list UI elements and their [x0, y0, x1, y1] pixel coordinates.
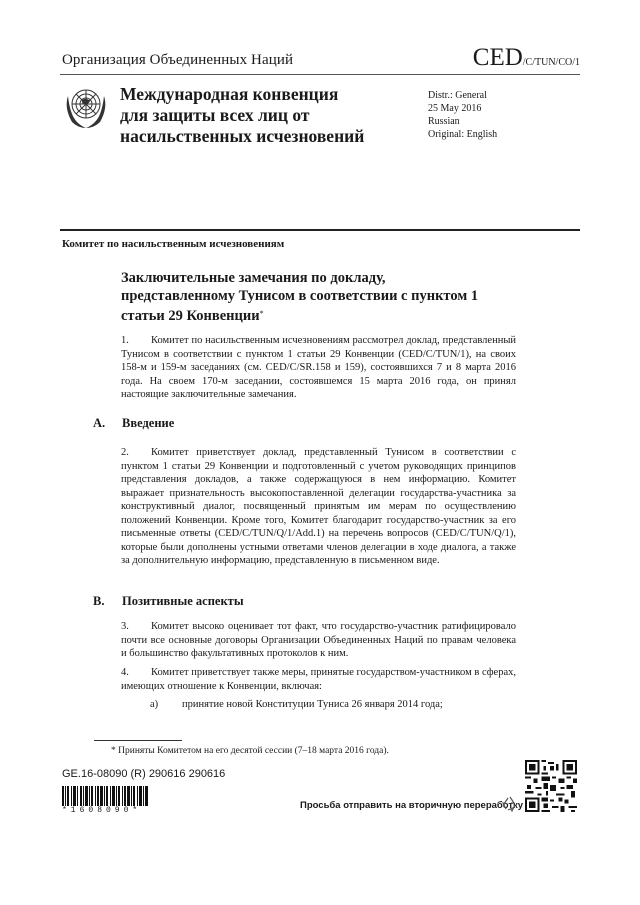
convention-title-line: для защиты всех лиц от — [120, 105, 310, 125]
convention-title-line: Международная конвенция — [120, 84, 339, 104]
symbol-main: CED — [472, 44, 523, 71]
qr-code-icon — [525, 760, 577, 812]
paragraph-text: Комитет по насильственным исчезновениям рассмотрел доклад, представленный Тунисом в соответствии с пунктом 1 статьи 29 Конвенции (CED/C/TUN/1), на своих 158-м и 159-м заседаниях (см. CED/C/SR.158 и 159), состоявшихся 7 и 8 марта 2016 года. На своем 170-м заседании, состоявшемся 15 марта 2016 года, он принял настоящие заключительные замечания. — [121, 335, 516, 400]
subitem-label: a) — [150, 699, 159, 710]
paragraph-number: 3. — [121, 621, 129, 632]
distr-original: Original: English — [428, 129, 498, 140]
paragraph-4 — [121, 666, 516, 693]
distr-date: 25 May 2016 — [428, 103, 482, 114]
un-emblem-icon — [62, 82, 110, 130]
document-title — [121, 270, 478, 326]
barcode-text: *1608090* — [62, 806, 142, 815]
paragraph-1 — [121, 334, 516, 402]
job-number: GE.16-08090 (R) 290616 290616 — [62, 768, 226, 780]
organization-name: Организация Объединенных Наций — [62, 52, 294, 68]
distr-general: Distr.: General — [428, 90, 487, 101]
footnote-marker[interactable]: * — [259, 309, 264, 318]
section-heading-a — [93, 416, 174, 431]
paragraph-number: 4. — [121, 667, 129, 678]
convention-title — [120, 84, 364, 147]
document-symbol — [473, 44, 580, 72]
footnote: * Приняты Комитетом на его десятой сессии (7–18 марта 2016 года). — [111, 746, 389, 756]
paragraph-text: Комитет приветствует доклад, представленный Тунисом в соответствии с пунктом 1 статьи 29 Конвенции и подготовленный с учетом руководящих принципов представления докладов, а также содержащуюся в нем информацию. Комитет выражает признательность высокопоставленной делегации государства-участника за конструктивный диалог, посвященный принятым им мерам по осуществлению положений Конвенции. Кроме того, Комитет благодарит государство-участник за его письменные ответы (CED/C/TUN/Q/1/Add.1) на перечень вопросов (CED/C/TUN/Q/1), которые были дополнены устными ответами членов делегации в ходе диалога, а также за дополнительную информацию, представленную в письменном виде. — [121, 447, 516, 566]
paragraph-number: 1. — [121, 335, 129, 346]
section-title: Позитивные аспекты — [122, 594, 244, 608]
footnote-rule — [94, 740, 182, 741]
recycle-text: Просьба отправить на вторичную переработку — [300, 800, 524, 811]
title-line: представленному Тунисом в соответствии с пунктом 1 — [121, 287, 479, 304]
committee-rule — [60, 229, 580, 231]
header-rule — [60, 74, 580, 75]
subitem-a — [150, 699, 443, 710]
distribution-block — [428, 89, 497, 141]
paragraph-text: Комитет приветствует также меры, принятые государством-участником в сферах, имеющих отношение к Конвенции, включая: — [121, 667, 516, 692]
paragraph-3 — [121, 620, 516, 661]
recycle-icon — [500, 794, 520, 814]
section-title: Введение — [122, 416, 175, 430]
paragraph-text: Комитет высоко оценивает тот факт, что государство-участник ратифицировало почти все основные договоры Организации Объединенных Наций по правам человека и большинство факультативных протоколов к ним. — [121, 621, 516, 659]
symbol-suffix: /C/TUN/CO/1 — [522, 57, 580, 68]
title-line: Заключительные замечания по докладу, — [121, 270, 386, 286]
distr-language: Russian — [428, 116, 460, 127]
paragraph-number: 2. — [121, 447, 129, 458]
section-letter: B. — [93, 594, 105, 608]
paragraph-2 — [121, 446, 516, 568]
title-line: статьи 29 Конвенции — [121, 308, 260, 324]
barcode-icon — [62, 786, 148, 806]
section-heading-b — [93, 594, 244, 609]
convention-title-line: насильственных исчезновений — [120, 126, 365, 146]
committee-name: Комитет по насильственным исчезновениям — [62, 238, 285, 250]
section-letter: A. — [93, 416, 106, 430]
subitem-text: принятие новой Конституции Туниса 26 января 2014 года; — [182, 699, 443, 710]
